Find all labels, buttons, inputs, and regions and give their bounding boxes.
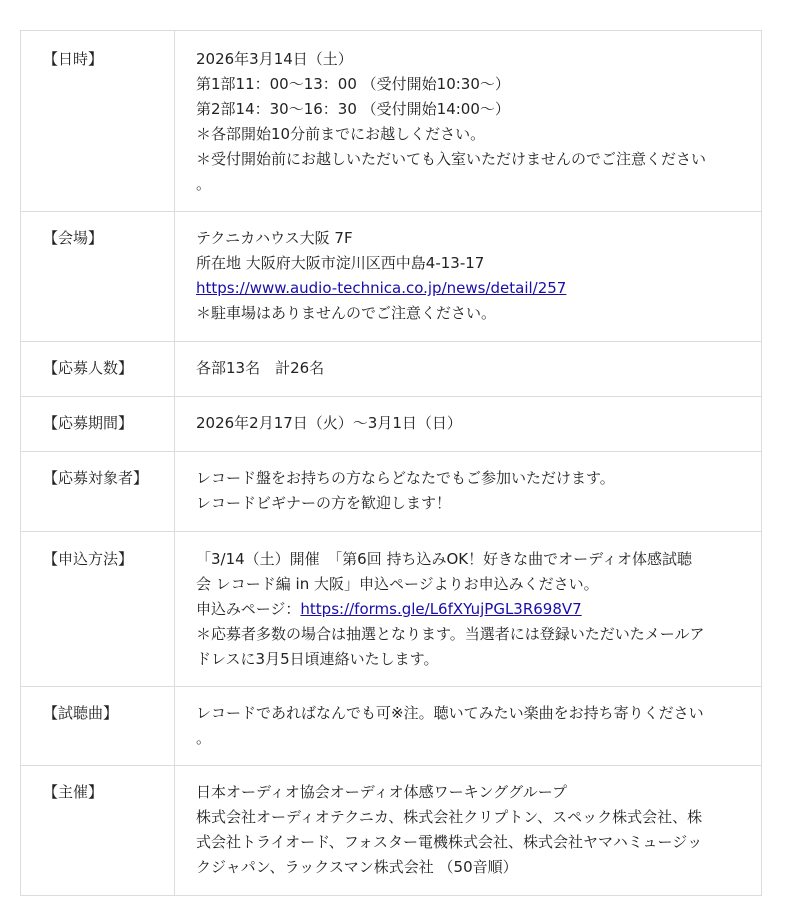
label-cell	[21, 766, 175, 896]
label-cell	[21, 687, 175, 766]
music-line-2: 。	[196, 729, 212, 747]
venue-link-line	[175, 276, 761, 301]
label-cell	[21, 452, 175, 532]
datetime-date: 2026年3月14日（土）	[196, 50, 353, 68]
datetime-note-2: ＊受付開始前にお越しいただいても入室いただけませんのでご注意ください	[196, 150, 707, 168]
host-label: 【主催】	[43, 783, 104, 801]
event-info-table	[20, 30, 762, 896]
row-datetime	[21, 31, 762, 212]
venue-name: テクニカハウス大阪 7F	[196, 229, 353, 247]
label-cell	[21, 212, 175, 342]
datetime-label: 【日時】	[43, 50, 104, 68]
label-cell	[21, 397, 175, 452]
value-cell	[175, 766, 762, 896]
apply-note-1: ＊応募者多数の場合は抽選となります。当選者には登録いただいたメールア	[196, 625, 705, 643]
count-value: 各部13名 計26名	[196, 359, 325, 377]
value-cell	[175, 452, 762, 532]
label-cell	[21, 532, 175, 687]
apply-form-link[interactable]: https://forms.gle/L6fXYujPGL3R698V7	[300, 600, 582, 618]
value-cell	[175, 687, 762, 766]
target-line-2: レコードビギナーの方を歓迎します！	[196, 494, 452, 512]
row-application-method	[21, 532, 762, 687]
venue-link[interactable]: https://www.audio-technica.co.jp/news/detail/257	[196, 279, 567, 297]
host-line-4: クジャパン、ラックスマン株式会社 （50音順）	[196, 858, 518, 876]
value-cell	[175, 342, 762, 397]
value-cell	[175, 397, 762, 452]
venue-parking-note: ＊駐車場はありませんのでご注意ください。	[196, 304, 497, 322]
apply-link-prefix: 申込みページ：	[196, 600, 301, 618]
venue-address: 所在地 大阪府大阪市淀川区西中島4-13-17	[196, 254, 485, 272]
row-target-audience	[21, 452, 762, 532]
apply-link-line	[175, 597, 761, 622]
apply-line-2: 会 レコード編 in 大阪」申込ページよりお申込みください。	[196, 575, 599, 593]
apply-line-1: 「3/14（土）開催 「第6回 持ち込みOK！好きな曲でオーディオ体感試聴	[196, 550, 692, 568]
datetime-session-1: 第1部11：00〜13：00 （受付開始10:30〜）	[196, 75, 510, 93]
datetime-note-2-end: 。	[196, 175, 212, 193]
row-applicant-count	[21, 342, 762, 397]
target-line-1: レコード盤をお持ちの方ならどなたでもご参加いただけます。	[196, 469, 615, 487]
row-application-period	[21, 397, 762, 452]
value-cell	[175, 31, 762, 212]
row-venue	[21, 212, 762, 342]
datetime-session-2: 第2部14：30〜16：30 （受付開始14:00〜）	[196, 100, 510, 118]
period-value: 2026年2月17日（火）〜3月1日（日）	[196, 414, 462, 432]
value-cell	[175, 532, 762, 687]
label-cell	[21, 342, 175, 397]
music-line-1: レコードであればなんでも可※注。聴いてみたい楽曲をお持ち寄りください	[196, 704, 704, 722]
apply-label: 【申込方法】	[43, 550, 134, 568]
host-line-3: 式会社トライオード、フォスター電機株式会社、株式会社ヤマハミュージッ	[196, 833, 703, 851]
apply-note-2: ドレスに3月5日頃連絡いたします。	[196, 650, 439, 668]
host-line-1: 日本オーディオ協会オーディオ体感ワーキンググループ	[196, 783, 567, 801]
row-listening-music	[21, 687, 762, 766]
label-cell	[21, 31, 175, 212]
count-label: 【応募人数】	[43, 359, 134, 377]
period-label: 【応募期間】	[43, 414, 134, 432]
datetime-note-1: ＊各部開始10分前までにお越しください。	[196, 125, 486, 143]
value-cell	[175, 212, 762, 342]
row-organizer	[21, 766, 762, 896]
venue-label: 【会場】	[43, 229, 104, 247]
target-label: 【応募対象者】	[43, 469, 149, 487]
host-line-2: 株式会社オーディオテクニカ、株式会社クリプトン、スペック株式会社、株	[196, 808, 703, 826]
music-label: 【試聴曲】	[43, 704, 119, 722]
